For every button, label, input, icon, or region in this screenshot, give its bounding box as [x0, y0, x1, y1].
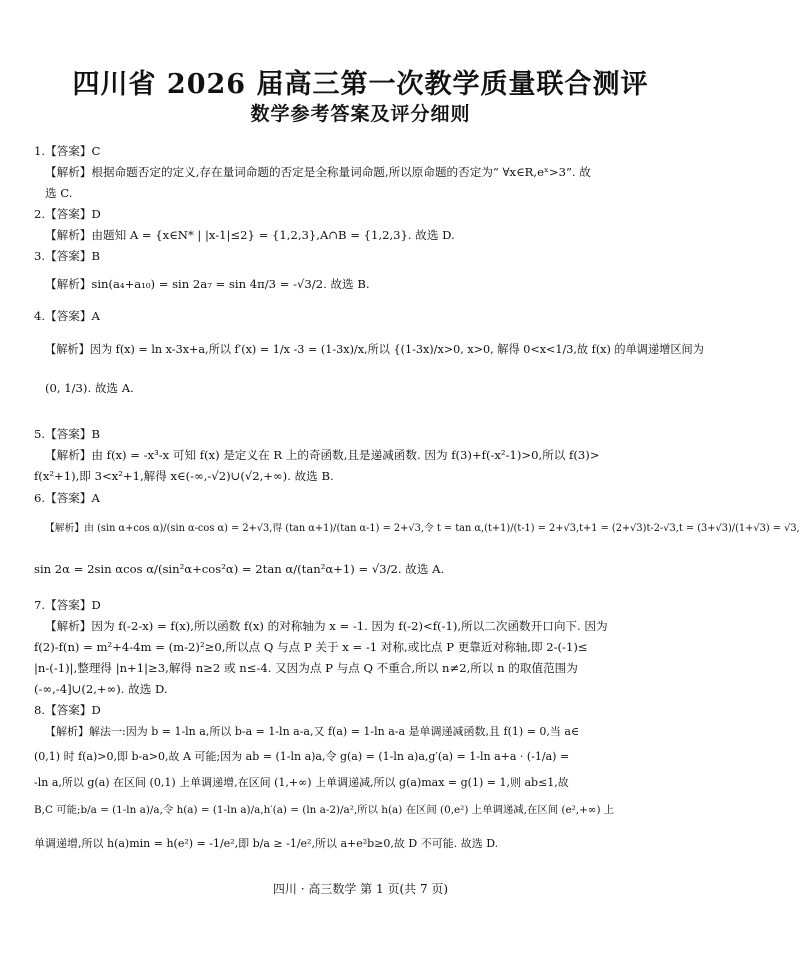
question-number: 2.	[34, 207, 46, 221]
analysis-line: 选 C.	[45, 186, 73, 200]
question-7	[34, 595, 690, 700]
question-8	[34, 700, 690, 861]
question-number: 6.	[34, 491, 46, 505]
question-number: 8.	[34, 703, 46, 717]
analysis-line: 【解析】由 (sin α+cos α)/(sin α-cos α) = 2+√3,得 (tan α+1)/(tan α-1) = 2+√3,令 t = tan α,(t+1)/(t-1) = 2+√3,t+1 = (2+√3)t-2-√3,t = (3+√3)/(1+√3) = √3,	[45, 523, 800, 534]
question-number: 3.	[34, 249, 46, 263]
page-subtitle: 数学参考答案及评分细则	[250, 103, 471, 125]
page-footer: 四川 · 高三数学 第 1 页(共 7 页)	[272, 882, 449, 896]
analysis-line: sin 2α = 2sin αcos α/(sin²α+cos²α) = 2tan α/(tan²α+1) = √3/2. 故选 A.	[34, 562, 445, 576]
analysis-line: 【解析】根据命题否定的定义,存在量词命题的否定是全称量词命题,所以原命题的否定为“ ∀x∈R,eˣ>3”. 故	[45, 165, 591, 179]
answer-label: 【答案】B	[45, 249, 100, 263]
analysis-line: 单调递增,所以 h(a)min = h(e²) = -1/e²,即 b/a ≥ -1/e²,所以 a+e²b≥0,故 D 不可能. 故选 D.	[34, 837, 499, 850]
question-2	[34, 204, 690, 246]
analysis-line: (0, 1/3). 故选 A.	[45, 381, 134, 395]
answer-label: 【答案】D	[45, 207, 101, 221]
answer-label: 【答案】A	[45, 491, 100, 505]
answer-label: 【答案】D	[45, 598, 101, 612]
analysis-line: 【解析】由题知 A = {x∈N* | |x-1|≤2} = {1,2,3},A∩B = {1,2,3}. 故选 D.	[45, 228, 455, 242]
page-title: 四川省 2026 届高三第一次教学质量联合测评	[72, 69, 649, 100]
analysis-line: f(2)-f(n) = m²+4-4m = (m-2)²≥0,所以点 Q 与点 P 关于 x = -1 对称,或比点 P 更靠近对称轴,即 2-(-1)≤	[34, 640, 588, 654]
analysis-line: (-∞,-4]∪(2,+∞). 故选 D.	[34, 682, 168, 696]
analysis-line: (0,1) 时 f(a)>0,即 b-a>0,故 A 可能;因为 ab = (1-ln a)a,令 g(a) = (1-ln a)a,g′(a) = 1-ln a+a · (-1/a) =	[34, 750, 570, 763]
answer-label: 【答案】D	[45, 703, 101, 717]
question-3	[34, 246, 690, 301]
analysis-line: 【解析】sin(a₄+a₁₀) = sin 2a₇ = sin 4π/3 = -√3/2. 故选 B.	[45, 277, 370, 291]
question-1	[34, 141, 690, 204]
question-number: 4.	[34, 309, 46, 323]
question-number: 1.	[34, 144, 46, 158]
analysis-line: 【解析】解法一:因为 b = 1-ln a,所以 b-a = 1-ln a-a,又 f(a) = 1-ln a-a 是单调递减函数,且 f(1) = 0,当 a∈	[45, 725, 580, 738]
analysis-line: |n-(-1)|,整理得 |n+1|≥3,解得 n≥2 或 n≤-4. 又因为点 P 与点 Q 不重合,所以 n≠2,所以 n 的取值范围为	[34, 661, 578, 675]
question-number: 5.	[34, 427, 46, 441]
answer-label: 【答案】C	[45, 144, 101, 158]
analysis-line: 【解析】因为 f(-2-x) = f(x),所以函数 f(x) 的对称轴为 x = -1. 因为 f(-2)<f(-1),所以二次函数开口向下. 因为	[45, 619, 608, 633]
analysis-line: B,C 可能;b/a = (1-ln a)/a,令 h(a) = (1-ln a)/a,h′(a) = (ln a-2)/a²,所以 h(a) 在区间 (0,e²) 上单调递减,在区间 (e²,+∞) 上	[34, 804, 615, 816]
question-5	[34, 424, 690, 487]
answer-label: 【答案】A	[45, 309, 100, 323]
question-number: 7.	[34, 598, 46, 612]
question-4	[34, 306, 704, 403]
analysis-line: f(x²+1),即 3<x²+1,解得 x∈(-∞,-√2)∪(√2,+∞). 故选 B.	[34, 469, 334, 483]
analysis-line: 【解析】由 f(x) = -x³-x 可知 f(x) 是定义在 R 上的奇函数,且是递减函数. 因为 f(3)+f(-x²-1)>0,所以 f(3)>	[45, 448, 600, 462]
analysis-line: 【解析】因为 f(x) = ln x-3x+a,所以 f′(x) = 1/x -3 = (1-3x)/x,所以 {(1-3x)/x>0, x>0, 解得 0<x<1/3,故 f(x) 的单调递增区间为	[45, 343, 704, 356]
answer-label: 【答案】B	[45, 427, 100, 441]
analysis-line: -ln a,所以 g(a) 在区间 (0,1) 上单调递增,在区间 (1,+∞) 上单调递减,所以 g(a)max = g(1) = 1,则 ab≤1,故	[34, 776, 569, 789]
question-6	[34, 488, 800, 589]
